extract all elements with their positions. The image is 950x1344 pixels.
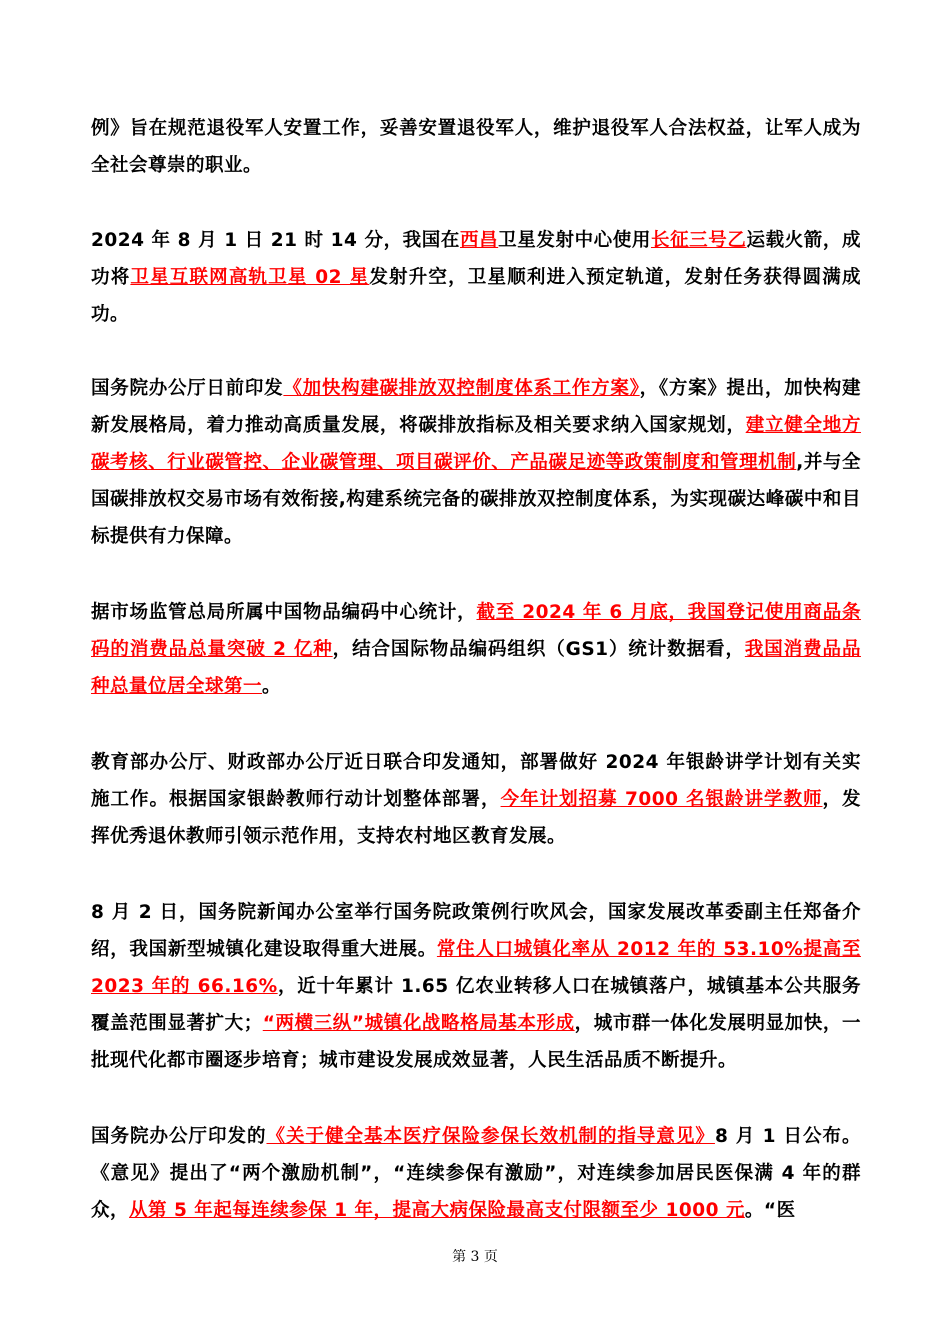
- text-segment: ,并与全国碳排放权交易市场有效衔接,构建系统完备的碳排放双控制度体系，为实现碳达峰碳中和目标提供有力保障。: [91, 452, 861, 547]
- paragraph-veterans-regulation: [91, 110, 861, 184]
- highlighted-key-phrase: 长征三号乙: [650, 230, 747, 251]
- highlighted-key-phrase: 我国消费品品种总量位居全球第一: [91, 639, 861, 697]
- text-segment: ，城市群一体化发展明显加快，一批现代化都市圈逐步培育；城市建设发展成效显著，人民生活品质不断提升。: [91, 1013, 861, 1071]
- highlighted-key-phrase: 西昌: [459, 230, 499, 251]
- text-segment: 国务院办公厅日前印发: [91, 378, 284, 399]
- paragraph-carbon-control-plan: [91, 370, 861, 555]
- text-segment: 8 月 2 日，国务院新闻办公室举行国务院政策例行吹风会，国家发展改革委副主任郑备介绍，我国新型城镇化建设取得重大进展。: [91, 902, 861, 960]
- text-segment: 卫星发射中心使用: [498, 230, 651, 251]
- highlighted-key-phrase: “两横三纵”城镇化战略格局基本形成: [262, 1013, 575, 1034]
- highlighted-key-phrase: 《加快构建碳排放双控制度体系工作方案》: [283, 378, 640, 399]
- highlighted-key-phrase: 今年计划招募 7000 名银龄讲学教师: [500, 789, 823, 810]
- text-segment: 运载火箭，成功将: [91, 230, 861, 288]
- paragraph-medical-insurance-opinion: [91, 1118, 861, 1229]
- paragraph-barcode-statistics: [91, 594, 861, 705]
- text-segment: 。“医: [744, 1200, 796, 1221]
- text-segment: 2024 年 8 月 1 日 21 时 14 分，我国在: [91, 230, 460, 251]
- highlighted-key-phrase: 建立健全地方碳考核、行业碳管控、企业碳管理、项目碳评价、产品碳足迹等政策制度和管理机制: [91, 415, 861, 473]
- highlighted-key-phrase: 卫星互联网高轨卫星 02 星: [130, 267, 370, 288]
- text-segment: ，发挥优秀退休教师引领示范作用，支持农村地区教育发展。: [91, 789, 861, 847]
- text-segment: 教育部办公厅、财政部办公厅近日联合印发通知，部署做好 2024 年银龄讲学计划有关实施工作。根据国家银龄教师行动计划整体部署，: [91, 752, 861, 810]
- paragraph-urbanization-progress: [91, 894, 861, 1079]
- text-segment: ，结合国际物品编码组织（GS1）统计数据看，: [332, 639, 745, 660]
- text-segment: ，《方案》提出，加快构建新发展格局，着力推动高质量发展，将碳排放指标及相关要求纳入国家规划，: [91, 378, 861, 436]
- highlighted-key-phrase: 《关于健全基本医疗保险参保长效机制的指导意见》: [266, 1126, 715, 1147]
- text-segment: 发射升空，卫星顺利进入预定轨道，发射任务获得圆满成功。: [91, 267, 861, 325]
- text-segment: 。: [262, 676, 282, 697]
- highlighted-key-phrase: 截至 2024 年 6 月底，我国登记使用商品条码的消费品总量突破 2 亿种: [91, 602, 861, 660]
- text-segment: ，近十年累计 1.65 亿农业转移人口在城镇落户，城镇基本公共服务覆盖范围显著扩大；: [91, 976, 861, 1034]
- highlighted-key-phrase: 从第 5 年起每连续参保 1 年，提高大病保险最高支付限额至少 1000 元: [129, 1200, 745, 1221]
- paragraph-satellite-launch: [91, 222, 861, 333]
- text-segment: 国务院办公厅印发的: [91, 1126, 267, 1147]
- paragraph-silver-age-teachers: [91, 744, 861, 855]
- text-segment: 据市场监管总局所属中国物品编码中心统计，: [91, 602, 477, 623]
- text-segment: 8 月 1 日公布。《意见》提出了“两个激励机制”，“连续参保有激励”，对连续参加居民医保满 4 年的群众，: [91, 1126, 861, 1221]
- highlighted-key-phrase: 常住人口城镇化率从 2012 年的 53.10%提高至 2023 年的 66.16%: [91, 939, 861, 997]
- page-number: 第 3 页: [452, 1249, 498, 1265]
- text-segment: 例》旨在规范退役军人安置工作，妥善安置退役军人，维护退役军人合法权益，让军人成为全社会尊崇的职业。: [91, 118, 861, 176]
